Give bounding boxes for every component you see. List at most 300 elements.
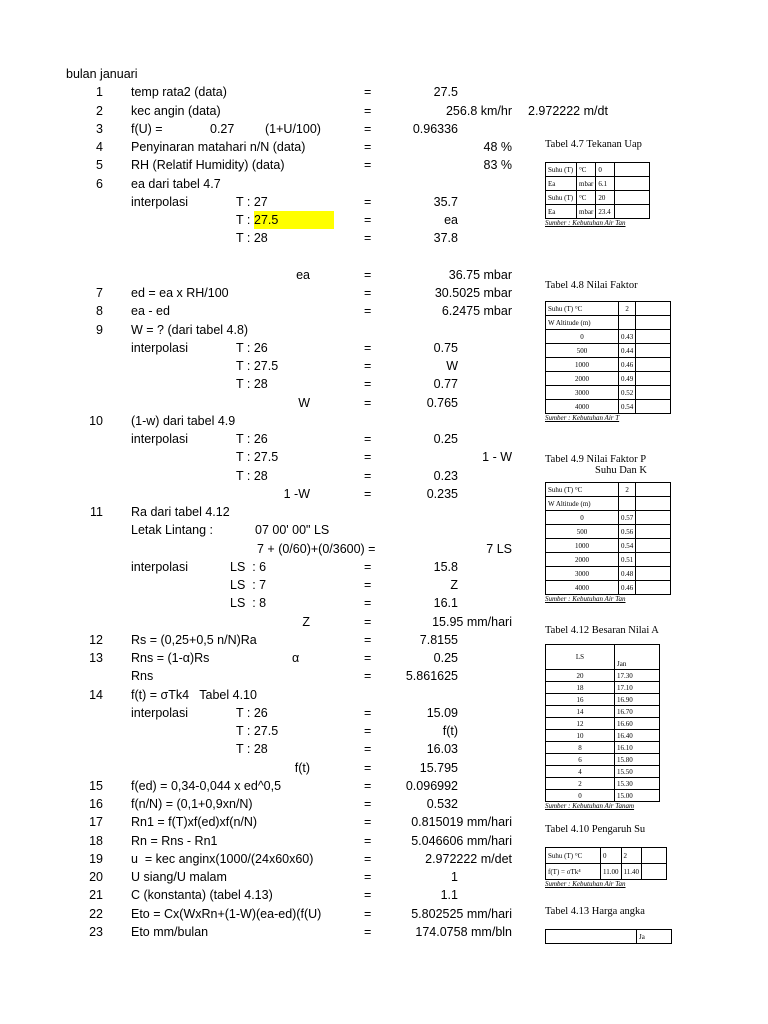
ref-cell	[636, 386, 671, 400]
ref-grid	[545, 847, 667, 880]
equals-sign[interactable]: =	[364, 340, 372, 355]
equals-sign[interactable]: =	[364, 578, 372, 592]
row-number[interactable]: 14	[89, 687, 103, 702]
ref-row	[546, 848, 667, 864]
formula-label[interactable]: (1-w) dari tabel 4.9	[131, 413, 236, 428]
highlighted-temp-cell[interactable]: 27.5	[254, 211, 334, 229]
ea-row	[546, 205, 650, 219]
ref-cell: Suhu (T) °C	[546, 848, 601, 864]
formula-label[interactable]: ea dari tabel 4.7	[131, 176, 221, 191]
equals-sign[interactable]: =	[364, 395, 372, 410]
ref-cell: 12	[546, 718, 615, 730]
ref-cell	[642, 848, 667, 864]
ref-source: Sumber : Kebutuhan Air Tan	[545, 595, 626, 603]
result-symbol[interactable]: f(t)	[294, 760, 310, 775]
row-number[interactable]: 7	[96, 286, 103, 300]
ref-cell: 16.40	[615, 730, 660, 742]
ref-cell: °C	[577, 163, 596, 177]
row-number[interactable]: 20	[89, 870, 103, 884]
ref-cell: 0.54	[619, 539, 636, 553]
ref-cell: 4000	[546, 581, 619, 595]
ref-cell: 0.44	[619, 344, 636, 358]
ref-table-4-10	[545, 824, 768, 888]
ref-sub-row	[546, 497, 671, 511]
interp-temp[interactable]: T : 27	[236, 194, 268, 209]
ref-cell: 0.46	[619, 581, 636, 595]
result-value[interactable]: 16.03	[426, 742, 458, 757]
equals-sign[interactable]: =	[364, 815, 372, 830]
ref-cell: mbar	[577, 177, 596, 191]
ref-row	[546, 742, 660, 754]
ea-row	[546, 177, 650, 191]
result-value[interactable]: 256.8 km/hr	[445, 103, 512, 118]
row-number[interactable]: 12	[89, 632, 103, 647]
ref-cell: 0.49	[619, 372, 636, 386]
ref-row	[546, 790, 660, 802]
ref-cell: 16.90	[615, 694, 660, 706]
row-number[interactable]: 11	[90, 505, 103, 519]
result-symbol[interactable]: W	[298, 395, 310, 410]
result-value[interactable]: 5.046606 mm/hari	[411, 833, 512, 848]
ref-table-4-13	[545, 906, 768, 944]
ref-cell: 15.30	[615, 778, 660, 790]
result-value[interactable]: 5.802525 mm/hari	[411, 906, 512, 921]
formula-label[interactable]: Rns = (1-α)Rs	[131, 651, 210, 665]
row-number[interactable]: 15	[89, 778, 103, 793]
result-value[interactable]: 174.0758 mm/bln	[415, 924, 512, 939]
result-value[interactable]: 37.8	[433, 231, 458, 246]
formula-label[interactable]: Rs = (0,25+0,5 n/N)Ra	[131, 632, 257, 647]
ref-cell	[636, 567, 671, 581]
ref-row	[546, 511, 671, 525]
result-value[interactable]: 48 %	[483, 140, 512, 154]
ref-title: Tabel 4.13 Harga angka	[545, 906, 645, 917]
result-value[interactable]: 0.23	[433, 468, 458, 483]
ref-cell: f(T) = σTk⁴	[546, 864, 601, 880]
row-number[interactable]: 9	[96, 322, 103, 337]
row-number[interactable]: 1	[96, 85, 103, 100]
interp-temp[interactable]: T : 27.5	[236, 359, 279, 373]
ref-row	[546, 567, 671, 581]
ref-cell	[615, 191, 650, 205]
formula-label[interactable]: RH (Relatif Humidity) (data)	[131, 158, 285, 173]
ref-cell: 15.00	[615, 790, 660, 802]
ref-cell: 500	[546, 525, 619, 539]
equals-sign[interactable]: =	[364, 651, 372, 665]
equals-sign[interactable]: =	[364, 359, 372, 373]
equals-sign[interactable]: =	[364, 85, 372, 100]
formula-label[interactable]: interpolasi	[131, 194, 188, 209]
equals-sign[interactable]: =	[364, 924, 372, 939]
ref-cell	[636, 553, 671, 567]
interp-temp[interactable]: T : 26	[236, 705, 268, 720]
interp-temp[interactable]: T :	[236, 213, 254, 227]
ref-row	[546, 553, 671, 567]
ref-cell: 23.4	[596, 205, 615, 219]
ref-cell: 500	[546, 344, 619, 358]
equals-sign[interactable]: =	[364, 432, 372, 446]
formula-label[interactable]: kec angin (data)	[131, 103, 221, 118]
ref-cell: W Altitude (m)	[546, 497, 619, 511]
ref-cell: 16.70	[615, 706, 660, 718]
equals-sign[interactable]: =	[364, 450, 372, 465]
ref-cell: 0.46	[619, 358, 636, 372]
ref-title: Tabel 4.10 Pengaruh Su	[545, 824, 646, 835]
equals-sign[interactable]: =	[364, 851, 372, 866]
formula-label[interactable]: W = ? (dari tabel 4.8)	[131, 322, 249, 337]
row-number[interactable]: 13	[89, 651, 103, 665]
ref-row	[546, 372, 671, 386]
equals-sign[interactable]: =	[364, 158, 372, 173]
row-number[interactable]: 10	[89, 413, 103, 428]
equals-sign[interactable]: =	[364, 468, 372, 483]
ref-cell	[546, 930, 637, 944]
formula-label[interactable]: u = kec anginx(1000/(24x60x60)	[131, 851, 314, 866]
ref-source: Sumber : Kebutuhan Air Tanam	[545, 802, 635, 810]
formula-label[interactable]: Penyinaran matahari n/N (data)	[131, 140, 306, 154]
ref-cell: Suhu (T) °C	[546, 483, 619, 497]
ref-cell: 16.60	[615, 718, 660, 730]
ref-row	[546, 344, 671, 358]
coefficient-formula[interactable]: (1+U/100)	[265, 121, 321, 136]
result-value[interactable]: W	[446, 359, 458, 373]
result-value[interactable]: 15.795	[419, 760, 458, 775]
ref-title: Suhu Dan K	[595, 465, 647, 476]
equals-sign[interactable]: =	[364, 194, 372, 209]
formula-label[interactable]: U siang/U malam	[131, 870, 227, 884]
ref-sub-row	[546, 316, 671, 330]
row-number[interactable]: 8	[96, 304, 103, 319]
ref-cell: 0	[546, 330, 619, 344]
ref-cell: 3000	[546, 386, 619, 400]
sheet-title[interactable]: bulan januari	[66, 67, 138, 81]
ref-cell	[636, 497, 671, 511]
result-value[interactable]: 5.861625	[405, 669, 458, 684]
result-value[interactable]: 30.5025 mbar	[434, 286, 512, 300]
ref-row	[546, 539, 671, 553]
ref-cell: Ea	[546, 205, 577, 219]
result-value[interactable]: 27.5	[433, 85, 458, 100]
ref-cell: 0	[601, 848, 622, 864]
formula-label[interactable]: f(t) = σTk4 Tabel 4.10	[131, 687, 257, 702]
ref-cell: Ja	[637, 930, 672, 944]
row-number[interactable]: 5	[96, 158, 103, 173]
equals-sign[interactable]: =	[364, 760, 372, 775]
ref-table-4-9	[545, 454, 768, 603]
ref-grid	[545, 301, 671, 414]
result-value[interactable]: 83 %	[483, 158, 512, 173]
interp-latitude[interactable]: LS : 7	[230, 578, 267, 592]
formula-label[interactable]: Ra dari tabel 4.12	[131, 505, 230, 519]
ref-row	[546, 358, 671, 372]
result-value[interactable]: 0.815019 mm/hari	[411, 815, 512, 830]
equals-sign[interactable]: =	[364, 705, 372, 720]
ref-cell: 4	[546, 766, 615, 778]
ref-cell: 2	[619, 302, 636, 316]
interp-temp[interactable]: T : 26	[236, 340, 268, 355]
equals-sign[interactable]: =	[364, 797, 372, 811]
ref-cell: 14	[546, 706, 615, 718]
ref-cell: 11.00	[601, 864, 622, 880]
row-number[interactable]: 22	[89, 906, 103, 921]
result-value[interactable]: Z	[450, 578, 458, 592]
ref-grid	[545, 644, 660, 802]
equals-sign[interactable]: =	[364, 724, 372, 738]
ref-row	[546, 682, 660, 694]
interp-temp[interactable]: T : 28	[236, 742, 268, 757]
ref-cell	[619, 316, 636, 330]
ref-row	[546, 706, 660, 718]
equals-sign[interactable]: =	[364, 833, 372, 848]
ref-cell: 2000	[546, 553, 619, 567]
ref-cell: 0.56	[619, 525, 636, 539]
ref-cell	[636, 302, 671, 316]
ref-cell	[636, 372, 671, 386]
result-value[interactable]: ea	[444, 213, 458, 227]
ref-cell: 16.10	[615, 742, 660, 754]
equals-sign[interactable]: =	[364, 870, 372, 884]
ref-cell: 0.51	[619, 553, 636, 567]
ref-cell	[636, 344, 671, 358]
ref-cell: 1000	[546, 539, 619, 553]
formula-label[interactable]: Eto = Cx(WxRn+(1-W)(ea-ed)(f(U)	[131, 906, 322, 921]
ref-cell: 1000	[546, 358, 619, 372]
interp-temp[interactable]: T : 26	[236, 432, 268, 446]
ref-cell: 3000	[546, 567, 619, 581]
ref-cell: 8	[546, 742, 615, 754]
result-value[interactable]: 15.8	[433, 559, 458, 574]
formula-label[interactable]: Rns	[131, 669, 154, 684]
ref-row	[546, 670, 660, 682]
interp-temp[interactable]: T : 28	[236, 468, 268, 483]
row-number[interactable]: 16	[89, 797, 103, 811]
ref-row	[546, 778, 660, 790]
ref-cell: 15.50	[615, 766, 660, 778]
latitude-value[interactable]: 07 00' 00" LS	[255, 523, 330, 538]
ref-row	[546, 694, 660, 706]
ref-cell	[619, 497, 636, 511]
ref-grid	[545, 162, 650, 219]
ref-header-row	[546, 483, 671, 497]
equals-sign[interactable]: =	[364, 778, 372, 793]
formula-label[interactable]: f(U) =	[131, 121, 163, 136]
ref-grid	[545, 482, 671, 595]
alpha-symbol[interactable]: α	[292, 651, 300, 665]
row-number[interactable]: 18	[89, 833, 103, 848]
formula-label[interactable]: Rn1 = f(T)xf(ed)xf(n/N)	[131, 815, 258, 830]
formula-label[interactable]: temp rata2 (data)	[131, 85, 227, 100]
result-value[interactable]: 0.25	[433, 432, 458, 446]
result-value[interactable]: 0.77	[433, 377, 458, 392]
ref-row	[546, 386, 671, 400]
ref-source: Sumber : Kebutuhan Air T	[545, 414, 620, 422]
formula-label[interactable]: interpolasi	[131, 559, 188, 574]
latitude-value[interactable]: 7 + (0/60)+(0/3600) =	[257, 541, 376, 556]
ref-cell: °C	[577, 191, 596, 205]
equals-sign[interactable]: =	[364, 906, 372, 921]
ref-title: Tabel 4.7 Tekanan Uap	[545, 139, 642, 150]
formula-label[interactable]: C (konstanta) (tabel 4.13)	[131, 888, 273, 903]
interp-latitude[interactable]: LS : 6	[230, 559, 267, 574]
suhu-row	[546, 191, 650, 205]
ref-cell	[636, 581, 671, 595]
ref-cell	[642, 864, 667, 880]
ref-cell	[636, 358, 671, 372]
ref-header-row	[546, 930, 672, 944]
equals-sign[interactable]: =	[364, 486, 372, 501]
formula-label[interactable]: Letak Lintang :	[131, 523, 214, 538]
ref-cell	[615, 205, 650, 219]
ref-source: Sumber : Kebutuhan Air Tan	[545, 219, 626, 227]
ref-row	[546, 766, 660, 778]
equals-sign[interactable]: =	[364, 286, 372, 300]
result-value[interactable]: 0.532	[426, 797, 458, 811]
ref-cell	[615, 163, 650, 177]
ref-table-4-12	[545, 625, 768, 810]
ref-cell	[636, 400, 671, 414]
ref-row	[546, 864, 667, 880]
row-number[interactable]: 19	[89, 851, 103, 866]
ref-cell	[615, 177, 650, 191]
ref-cell: LS	[546, 645, 615, 670]
ref-header-row	[546, 645, 660, 670]
result-value[interactable]: 0.96336	[412, 121, 458, 136]
ref-cell: 0.57	[619, 511, 636, 525]
formula-label[interactable]: Rn = Rns - Rn1	[131, 833, 218, 848]
ref-cell: 6.1	[596, 177, 615, 191]
row-number[interactable]: 3	[96, 121, 103, 136]
formula-label[interactable]: f(n/N) = (0,1+0,9xn/N)	[131, 797, 253, 811]
equals-sign[interactable]: =	[364, 103, 372, 118]
row-number[interactable]: 17	[89, 815, 103, 830]
formula-label[interactable]: f(ed) = 0,34-0,044 x ed^0,5	[131, 778, 282, 793]
ref-cell: 2	[619, 483, 636, 497]
equals-sign[interactable]: =	[364, 231, 372, 246]
equals-sign[interactable]: =	[364, 742, 372, 757]
equals-sign[interactable]: =	[364, 632, 372, 647]
result-value[interactable]: 16.1	[433, 596, 458, 611]
equals-sign[interactable]: =	[364, 559, 372, 574]
coefficient[interactable]: 0.27	[210, 121, 235, 136]
result-value[interactable]: 0.25	[433, 651, 458, 665]
ref-cell	[636, 483, 671, 497]
ref-cell: 20	[546, 670, 615, 682]
ref-cell: mbar	[577, 205, 596, 219]
ref-table-4-7	[545, 139, 768, 227]
row-number[interactable]: 23	[89, 924, 103, 939]
row-number[interactable]: 21	[89, 888, 103, 903]
row-number[interactable]: 6	[96, 176, 103, 191]
ref-cell	[636, 316, 671, 330]
ref-cell: 20	[596, 191, 615, 205]
ref-row	[546, 730, 660, 742]
formula-label[interactable]: Eto mm/bulan	[131, 924, 209, 939]
ref-cell: Suhu (T)	[546, 191, 577, 205]
result-value[interactable]: 15.95 mm/hari	[432, 614, 512, 629]
ref-cell: 17.10	[615, 682, 660, 694]
ref-cell: 10	[546, 730, 615, 742]
ref-header-row	[546, 302, 671, 316]
ref-cell: 16	[546, 694, 615, 706]
ref-row	[546, 754, 660, 766]
result-symbol[interactable]: 1 -W	[283, 486, 310, 501]
ref-row	[546, 400, 671, 414]
ref-cell: 11.40	[621, 864, 642, 880]
equals-sign[interactable]: =	[364, 213, 372, 227]
converted-value[interactable]: 2.972222 m/dt	[528, 103, 608, 118]
result-symbol[interactable]: Z	[302, 614, 310, 629]
ref-cell: 2000	[546, 372, 619, 386]
equals-sign[interactable]: =	[364, 596, 372, 611]
result-value[interactable]: 0.765	[426, 395, 458, 410]
ref-cell: 0.54	[619, 400, 636, 414]
equals-sign[interactable]: =	[364, 888, 372, 903]
ref-cell: 0	[546, 790, 615, 802]
ref-cell: 6	[546, 754, 615, 766]
result-value[interactable]: 7 LS	[486, 541, 512, 556]
result-value[interactable]: 0.235	[426, 486, 458, 501]
equals-sign[interactable]: =	[364, 140, 372, 154]
result-value[interactable]: f(t)	[442, 724, 458, 738]
ref-cell: 18	[546, 682, 615, 694]
formula-label[interactable]: interpolasi	[131, 340, 188, 355]
result-value[interactable]: 36.75 mbar	[448, 267, 512, 282]
result-value[interactable]: 35.7	[433, 194, 458, 209]
ref-cell: 0.48	[619, 567, 636, 581]
result-value[interactable]: 1 - W	[482, 450, 512, 465]
ref-row	[546, 718, 660, 730]
row-number[interactable]: 4	[96, 140, 103, 154]
equals-sign[interactable]: =	[364, 121, 372, 136]
equals-sign[interactable]: =	[364, 267, 372, 282]
interp-temp[interactable]: T : 27.5	[236, 724, 279, 738]
formula-label[interactable]: interpolasi	[131, 705, 188, 720]
result-value[interactable]: 0.096992	[405, 778, 458, 793]
ref-cell: 4000	[546, 400, 619, 414]
ref-title: Tabel 4.8 Nilai Faktor	[545, 280, 638, 291]
equals-sign[interactable]: =	[364, 304, 372, 319]
equals-sign[interactable]: =	[364, 377, 372, 392]
row-number[interactable]: 2	[96, 103, 103, 118]
ref-grid	[545, 929, 672, 944]
ref-cell: 2	[621, 848, 642, 864]
result-value[interactable]: 2.972222 m/det	[425, 851, 512, 866]
formula-label[interactable]: ed = ea x RH/100	[131, 286, 229, 300]
ref-cell	[636, 525, 671, 539]
result-value[interactable]: 1.1	[440, 888, 458, 903]
ref-row	[546, 581, 671, 595]
formula-label[interactable]: ea - ed	[131, 304, 170, 319]
result-value[interactable]: 1	[451, 870, 458, 884]
ref-cell: Ea	[546, 177, 577, 191]
ref-cell: 0	[546, 511, 619, 525]
interp-temp[interactable]: T : 27.5	[236, 450, 279, 465]
formula-label[interactable]: interpolasi	[131, 432, 188, 446]
result-value[interactable]: 0.75	[433, 340, 458, 355]
result-value[interactable]: 7.8155	[419, 632, 458, 647]
ref-table-4-8	[545, 280, 768, 422]
ref-cell: Suhu (T)	[546, 163, 577, 177]
equals-sign[interactable]: =	[364, 614, 372, 629]
interp-temp[interactable]: T : 28	[236, 231, 268, 246]
interp-temp[interactable]: T : 28	[236, 377, 268, 392]
equals-sign[interactable]: =	[364, 669, 372, 684]
result-symbol[interactable]: ea	[296, 267, 310, 282]
ref-title: Tabel 4.12 Besaran Nilai A	[545, 625, 659, 636]
interp-latitude[interactable]: LS : 8	[230, 596, 267, 611]
result-value[interactable]: 15.09	[426, 705, 458, 720]
result-value[interactable]: 6.2475 mbar	[441, 304, 512, 319]
